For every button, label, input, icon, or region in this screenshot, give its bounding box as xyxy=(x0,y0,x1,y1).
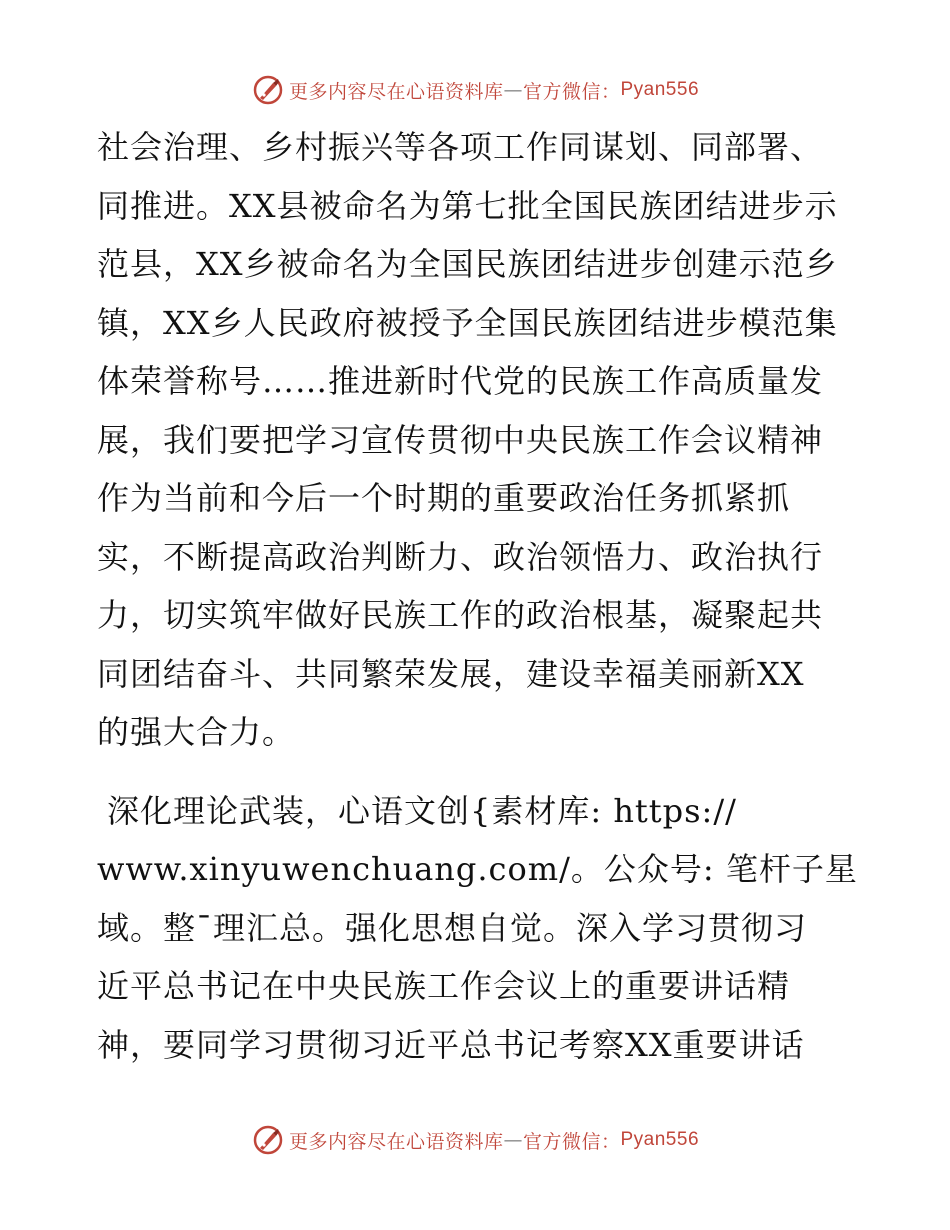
text-line: 神，要同学习贯彻习近平总书记考察XX重要讲话 xyxy=(97,1025,805,1064)
paragraph-1 xyxy=(97,118,867,762)
footer-watermark xyxy=(0,1120,950,1160)
watermark-separator: — xyxy=(503,79,523,101)
text-line: 范县，XX乡被命名为全国民族团结进步创建示范乡 xyxy=(97,245,838,283)
text-line: 镇，XX乡人民政府被授予全国民族团结进步模范集 xyxy=(97,303,838,342)
text-line: 深化理论武装，心语文创{素材库: https:// xyxy=(107,791,737,830)
text-line: 体荣誉称号……推进新时代党的民族工作高质量发 xyxy=(97,362,824,400)
watermark-wechat-id: Pyan556 xyxy=(620,79,700,100)
text-line: 实，不断提高政治判断力、政治领悟力、政治执行 xyxy=(97,537,824,576)
text-line: 域。整¯理汇总。强化思想自觉。深入学习贯彻习 xyxy=(97,908,808,947)
text-line: 同推进。XX县被命名为第七批全国民族团结进步示 xyxy=(97,186,838,225)
header-watermark xyxy=(0,70,950,110)
text-line: www.xinyuwenchuang.com/。公众号: 笔杆子星 xyxy=(97,850,858,888)
paragraph-2 xyxy=(97,782,867,1075)
watermark-wechat-id: Pyan556 xyxy=(620,1129,700,1150)
text-line: 展，我们要把学习宣传贯彻中央民族工作会议精神 xyxy=(97,420,824,459)
text-line: 近平总书记在中央民族工作会议上的重要讲话精 xyxy=(97,967,791,1005)
text-line: 社会治理、乡村振兴等各项工作同谋划、同部署、 xyxy=(97,128,824,166)
watermark-brand-text: 更多内容尽在心语资料库 xyxy=(288,1130,504,1153)
watermark-brand-text: 更多内容尽在心语资料库 xyxy=(288,80,504,103)
text-line: 作为当前和今后一个时期的重要政治任务抓紧抓 xyxy=(97,479,791,517)
text-line: 力，切实筑牢做好民族工作的政治根基，凝聚起共 xyxy=(97,596,824,634)
pen-nib-logo-icon xyxy=(251,73,285,107)
watermark-separator: — xyxy=(503,1129,523,1151)
watermark-wechat-label: 官方微信： xyxy=(522,80,621,103)
document-body xyxy=(97,118,867,1074)
text-line: 的强大合力。 xyxy=(97,713,296,751)
text-line: 同团结奋斗、共同繁荣发展，建设幸福美丽新XX xyxy=(97,654,805,693)
pen-nib-logo-icon xyxy=(251,1123,285,1157)
watermark-wechat-label: 官方微信： xyxy=(522,1130,621,1153)
